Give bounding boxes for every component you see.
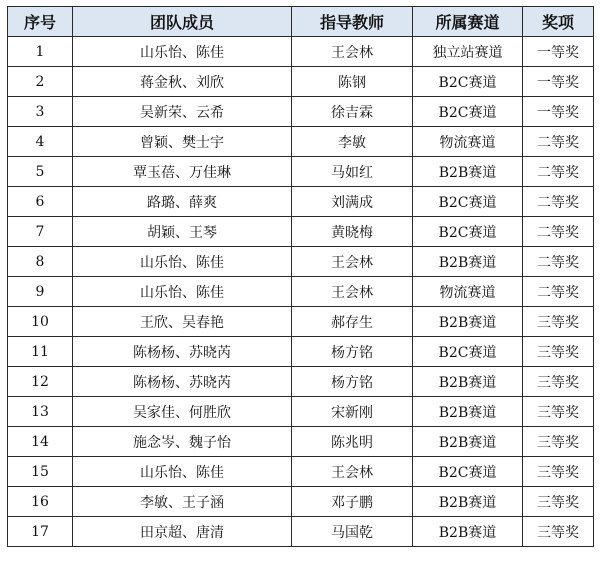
cell-award: 三等奖	[523, 517, 594, 547]
cell-advisor: 刘满成	[292, 187, 413, 217]
cell-index: 1	[8, 37, 73, 67]
cell-index: 16	[8, 487, 73, 517]
cell-award: 三等奖	[523, 307, 594, 337]
cell-team-members: 胡颖、王琴	[73, 217, 292, 247]
table-row	[8, 37, 594, 67]
cell-award: 三等奖	[523, 487, 594, 517]
cell-index: 10	[8, 307, 73, 337]
table-body	[8, 37, 594, 547]
cell-index: 6	[8, 187, 73, 217]
cell-team-members: 施念岑、魏子怡	[73, 427, 292, 457]
table-row	[8, 277, 594, 307]
cell-track: B2B赛道	[413, 517, 523, 547]
table-row	[8, 427, 594, 457]
cell-advisor: 王会林	[292, 457, 413, 487]
cell-advisor: 陈钢	[292, 67, 413, 97]
cell-award: 三等奖	[523, 337, 594, 367]
cell-advisor: 王会林	[292, 247, 413, 277]
cell-team-members: 覃玉蓓、万佳琳	[73, 157, 292, 187]
cell-track: B2C赛道	[413, 217, 523, 247]
cell-advisor: 宋新刚	[292, 397, 413, 427]
table-row	[8, 367, 594, 397]
awards-table-container	[7, 6, 593, 547]
cell-award: 三等奖	[523, 367, 594, 397]
table-row	[8, 457, 594, 487]
cell-award: 二等奖	[523, 127, 594, 157]
table-header	[8, 7, 594, 37]
table-row	[8, 157, 594, 187]
cell-award: 一等奖	[523, 67, 594, 97]
cell-advisor: 杨方铭	[292, 337, 413, 367]
cell-track: B2C赛道	[413, 187, 523, 217]
cell-index: 14	[8, 427, 73, 457]
header-team-members: 团队成员	[73, 7, 292, 37]
cell-index: 5	[8, 157, 73, 187]
cell-track: B2B赛道	[413, 397, 523, 427]
table-row	[8, 337, 594, 367]
cell-advisor: 黄晓梅	[292, 217, 413, 247]
cell-advisor: 杨方铭	[292, 367, 413, 397]
table-row	[8, 217, 594, 247]
cell-award: 三等奖	[523, 427, 594, 457]
cell-award: 二等奖	[523, 157, 594, 187]
table-row	[8, 487, 594, 517]
cell-index: 11	[8, 337, 73, 367]
cell-advisor: 王会林	[292, 277, 413, 307]
cell-index: 9	[8, 277, 73, 307]
awards-table	[7, 6, 594, 547]
cell-team-members: 吴家佳、何胜欣	[73, 397, 292, 427]
cell-track: B2C赛道	[413, 67, 523, 97]
header-award: 奖项	[523, 7, 594, 37]
cell-track: B2B赛道	[413, 427, 523, 457]
cell-award: 二等奖	[523, 217, 594, 247]
cell-advisor: 郝存生	[292, 307, 413, 337]
table-row	[8, 187, 594, 217]
header-row	[8, 7, 594, 37]
cell-track: B2C赛道	[413, 457, 523, 487]
cell-team-members: 路璐、薛爽	[73, 187, 292, 217]
cell-team-members: 曾颖、樊士宇	[73, 127, 292, 157]
cell-award: 一等奖	[523, 37, 594, 67]
cell-advisor: 马国乾	[292, 517, 413, 547]
cell-award: 二等奖	[523, 187, 594, 217]
cell-track: B2B赛道	[413, 247, 523, 277]
table-row	[8, 397, 594, 427]
cell-index: 12	[8, 367, 73, 397]
cell-advisor: 徐吉霖	[292, 97, 413, 127]
cell-advisor: 马如红	[292, 157, 413, 187]
cell-index: 7	[8, 217, 73, 247]
table-row	[8, 517, 594, 547]
cell-award: 一等奖	[523, 97, 594, 127]
table-row	[8, 97, 594, 127]
cell-track: B2B赛道	[413, 307, 523, 337]
cell-advisor: 陈兆明	[292, 427, 413, 457]
cell-index: 8	[8, 247, 73, 277]
table-row	[8, 127, 594, 157]
cell-track: 独立站赛道	[413, 37, 523, 67]
cell-advisor: 王会林	[292, 37, 413, 67]
cell-track: B2C赛道	[413, 97, 523, 127]
cell-team-members: 山乐怡、陈佳	[73, 247, 292, 277]
cell-team-members: 山乐怡、陈佳	[73, 457, 292, 487]
header-advisor: 指导教师	[292, 7, 413, 37]
cell-advisor: 李敏	[292, 127, 413, 157]
cell-team-members: 山乐怡、陈佳	[73, 277, 292, 307]
cell-track: 物流赛道	[413, 127, 523, 157]
cell-index: 4	[8, 127, 73, 157]
table-row	[8, 247, 594, 277]
cell-team-members: 山乐怡、陈佳	[73, 37, 292, 67]
cell-index: 3	[8, 97, 73, 127]
cell-track: 物流赛道	[413, 277, 523, 307]
table-row	[8, 307, 594, 337]
cell-index: 13	[8, 397, 73, 427]
cell-track: B2B赛道	[413, 487, 523, 517]
cell-index: 15	[8, 457, 73, 487]
header-index: 序号	[8, 7, 73, 37]
cell-award: 二等奖	[523, 247, 594, 277]
cell-index: 17	[8, 517, 73, 547]
cell-team-members: 陈杨杨、苏晓芮	[73, 367, 292, 397]
cell-team-members: 李敏、王子涵	[73, 487, 292, 517]
header-track: 所属赛道	[413, 7, 523, 37]
cell-team-members: 田京超、唐清	[73, 517, 292, 547]
cell-award: 二等奖	[523, 277, 594, 307]
cell-track: B2B赛道	[413, 367, 523, 397]
cell-advisor: 邓子鹏	[292, 487, 413, 517]
cell-team-members: 蒋金秋、刘欣	[73, 67, 292, 97]
cell-team-members: 吴新荣、云希	[73, 97, 292, 127]
cell-track: B2C赛道	[413, 337, 523, 367]
cell-team-members: 王欣、吴春艳	[73, 307, 292, 337]
cell-track: B2B赛道	[413, 157, 523, 187]
cell-award: 三等奖	[523, 457, 594, 487]
cell-index: 2	[8, 67, 73, 97]
cell-award: 三等奖	[523, 397, 594, 427]
cell-team-members: 陈杨杨、苏晓芮	[73, 337, 292, 367]
table-row	[8, 67, 594, 97]
